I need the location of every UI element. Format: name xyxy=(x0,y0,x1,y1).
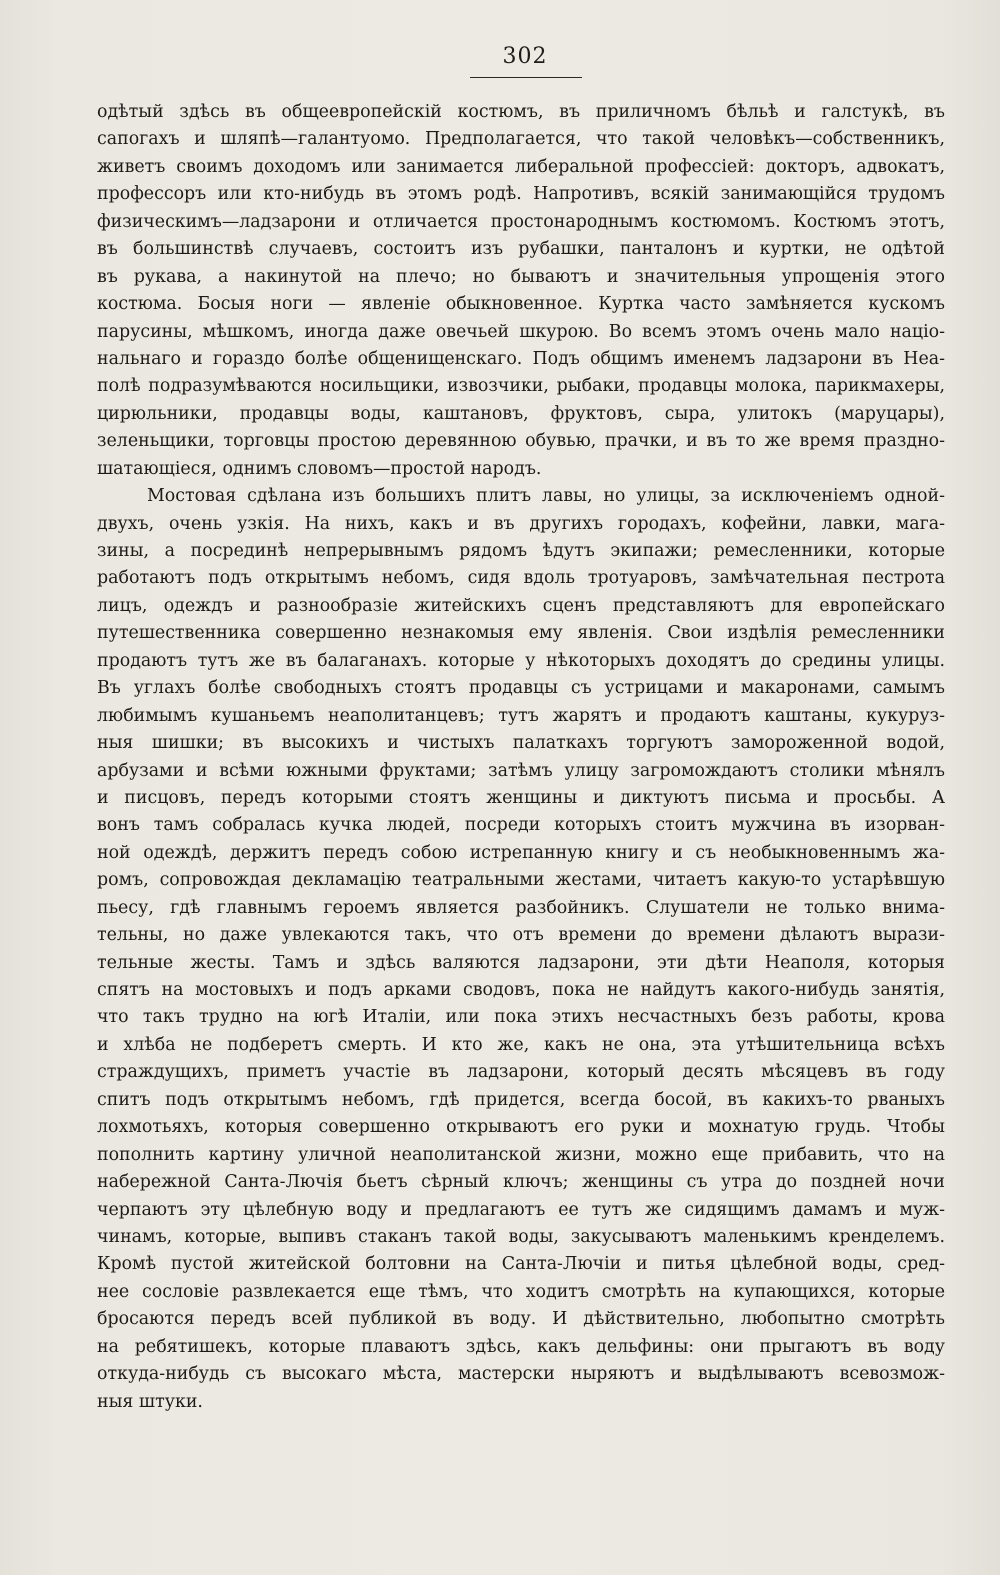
text-line: спитъ подъ открытымъ небомъ, гдѣ придется, всегда босой, въ какихъ-то рваныхъ xyxy=(97,1089,945,1110)
text-line: Въ углахъ болѣе свободныхъ стоятъ продавцы съ устрицами и макаронами, самымъ xyxy=(97,678,945,699)
text-line: живетъ своимъ доходомъ или занимается либеральной профессіей: докторъ, адвокатъ, xyxy=(97,156,945,177)
body-text xyxy=(97,99,945,1416)
text-line: что такъ трудно на югѣ Италіи, или пока этихъ несчастныхъ безъ работы, крова xyxy=(97,1007,945,1028)
text-line: Кромѣ пустой житейской болтовни на Санта-Лючіи и питья цѣлебной воды, сред- xyxy=(97,1254,945,1275)
page-number: 302 xyxy=(502,44,548,69)
text-line: въ рукава, а накинутой на плечо; но бываютъ и значительныя упрощенія этого xyxy=(97,266,945,287)
text-line: физическимъ—ладзарони и отличается простонароднымъ костюмомъ. Костюмъ этотъ, xyxy=(97,211,945,232)
text-line: сапогахъ и шляпѣ—галантуомо. Предполагается, что такой человѣкъ—собственникъ, xyxy=(97,129,945,150)
paragraph xyxy=(97,99,945,483)
text-line: любимымъ кушаньемъ неаполитанцевъ; тутъ жарятъ и продаютъ каштаны, кукуруз- xyxy=(97,705,945,726)
text-line: полѣ подразумѣваются носильщики, извозчики, рыбаки, продавцы молока, парикмахеры, xyxy=(97,376,945,397)
text-line: арбузами и всѣми южными фруктами; затѣмъ улицу загромождаютъ столики мѣнялъ xyxy=(97,760,945,781)
text-line: нее сословіе развлекается еще тѣмъ, что ходитъ смотрѣть на купающихся, которые xyxy=(97,1281,945,1302)
text-line: спятъ на мостовыхъ и подъ арками сводовъ, пока не найдутъ какого-нибудь занятія, xyxy=(97,980,945,1000)
text-line: бросаются передъ всей публикой въ воду. И дѣйствительно, любопытно смотрѣть xyxy=(97,1309,945,1330)
text-line: ныя шишки; въ высокихъ и чистыхъ палаткахъ торгуютъ замороженной водой, xyxy=(97,733,945,754)
text-line: профессоръ или кто-нибудь въ этомъ родѣ. Напротивъ, всякій занимающійся трудомъ xyxy=(97,184,945,205)
text-line: тельные жесты. Тамъ и здѣсь валяются ладзарони, эти дѣти Неаполя, которыя xyxy=(97,952,945,973)
header-rule xyxy=(470,77,582,78)
text-line: вонъ тамъ собралась кучка людей, посреди которыхъ стоитъ мужчина въ изорван- xyxy=(97,815,945,836)
text-line: пополнить картину уличной неаполитанской жизни, можно еще прибавить, что на xyxy=(97,1144,945,1165)
text-line: на ребятишекъ, которые плаваютъ здѣсь, какъ дельфины: они прыгаютъ въ воду xyxy=(97,1336,945,1357)
text-line: шатающіеся, однимъ словомъ—простой народъ. xyxy=(97,458,542,479)
text-line: Мостовая сдѣлана изъ большихъ плитъ лавы, но улицы, за исключеніемъ одной- xyxy=(147,486,945,507)
text-line: лицъ, одеждъ и разнообразіе житейскихъ сценъ представляютъ для европейскаго xyxy=(97,595,945,616)
text-line: страждущихъ, приметъ участіе въ ладзарони, который десять мѣсяцевъ въ году xyxy=(97,1062,945,1083)
text-line: нальнаго и гораздо болѣе общенищенскаго. Подъ общимъ именемъ ладзарони въ Неа- xyxy=(97,348,945,369)
text-line: черпаютъ эту цѣлебную воду и предлагаютъ ее тутъ же сидящимъ дамамъ и муж- xyxy=(97,1199,945,1220)
text-line: двухъ, очень узкія. На нихъ, какъ и въ другихъ городахъ, кофейни, лавки, мага- xyxy=(97,513,945,534)
text-line: ной одеждѣ, держитъ передъ собою истрепанную книгу и съ необыкновеннымъ жа- xyxy=(97,842,945,863)
text-line: ныя штуки. xyxy=(97,1391,203,1412)
text-line: и писцовъ, передъ которыми стоятъ женщины и диктуютъ письма и просьбы. А xyxy=(97,787,945,808)
text-line: цирюльники, продавцы воды, каштановъ, фруктовъ, сыра, улитокъ (маруцары), xyxy=(97,403,945,424)
text-line: костюма. Босыя ноги — явленіе обыкновенное. Куртка часто замѣняется кускомъ xyxy=(97,294,945,315)
text-line: парусины, мѣшкомъ, иногда даже овечьей шкурою. Во всемъ этомъ очень мало націо- xyxy=(97,321,945,342)
paragraph xyxy=(97,483,945,1416)
text-line: зеленьщики, торговцы простою деревянною обувью, прачки, и въ то же время праздно- xyxy=(97,431,945,452)
text-line: въ большинствѣ случаевъ, состоитъ изъ рубашки, панталонъ и куртки, не одѣтой xyxy=(97,239,945,260)
text-line: и хлѣба не подберетъ смерть. И кто же, какъ не она, эта утѣшительница всѣхъ xyxy=(97,1034,945,1055)
text-line: тельны, но даже увлекаются такъ, что отъ времени до времени дѣлаютъ вырази- xyxy=(97,925,945,946)
text-line: путешественника совершенно незнакомыя ему явленія. Свои издѣлія ремесленники xyxy=(97,623,945,644)
text-line: одѣтый здѣсь въ общеевропейскій костюмъ, въ приличномъ бѣльѣ и галстукѣ, въ xyxy=(97,102,945,122)
text-line: пьесу, гдѣ главнымъ героемъ является разбойникъ. Слушатели не только внима- xyxy=(97,897,945,918)
text-line: работаютъ подъ открытымъ небомъ, сидя вдоль тротуаровъ, замѣчательная пестрота xyxy=(97,568,945,589)
text-line: откуда-нибудь съ высокаго мѣста, мастерски ныряютъ и выдѣлываютъ всевозмож- xyxy=(97,1364,945,1385)
text-line: чинамъ, которые, выпивъ стаканъ такой воды, закусываютъ маленькимъ кренделемъ. xyxy=(97,1226,945,1247)
text-line: зины, а посрединѣ непрерывнымъ рядомъ ѣдутъ экипажи; ремесленники, которые xyxy=(97,541,945,561)
text-line: продаютъ тутъ же въ балаганахъ. которые у нѣкоторыхъ доходятъ до средины улицы. xyxy=(97,650,945,671)
text-line: ромъ, сопровождая декламацію театральными жестами, читаетъ какую-то устарѣвшую xyxy=(97,870,945,891)
text-line: набережной Санта-Лючія бьетъ сѣрный ключъ; женщины съ утра до поздней ночи xyxy=(97,1172,945,1193)
text-line: лохмотьяхъ, которыя совершенно открываютъ его руки и мохнатую грудь. Чтобы xyxy=(97,1117,945,1138)
